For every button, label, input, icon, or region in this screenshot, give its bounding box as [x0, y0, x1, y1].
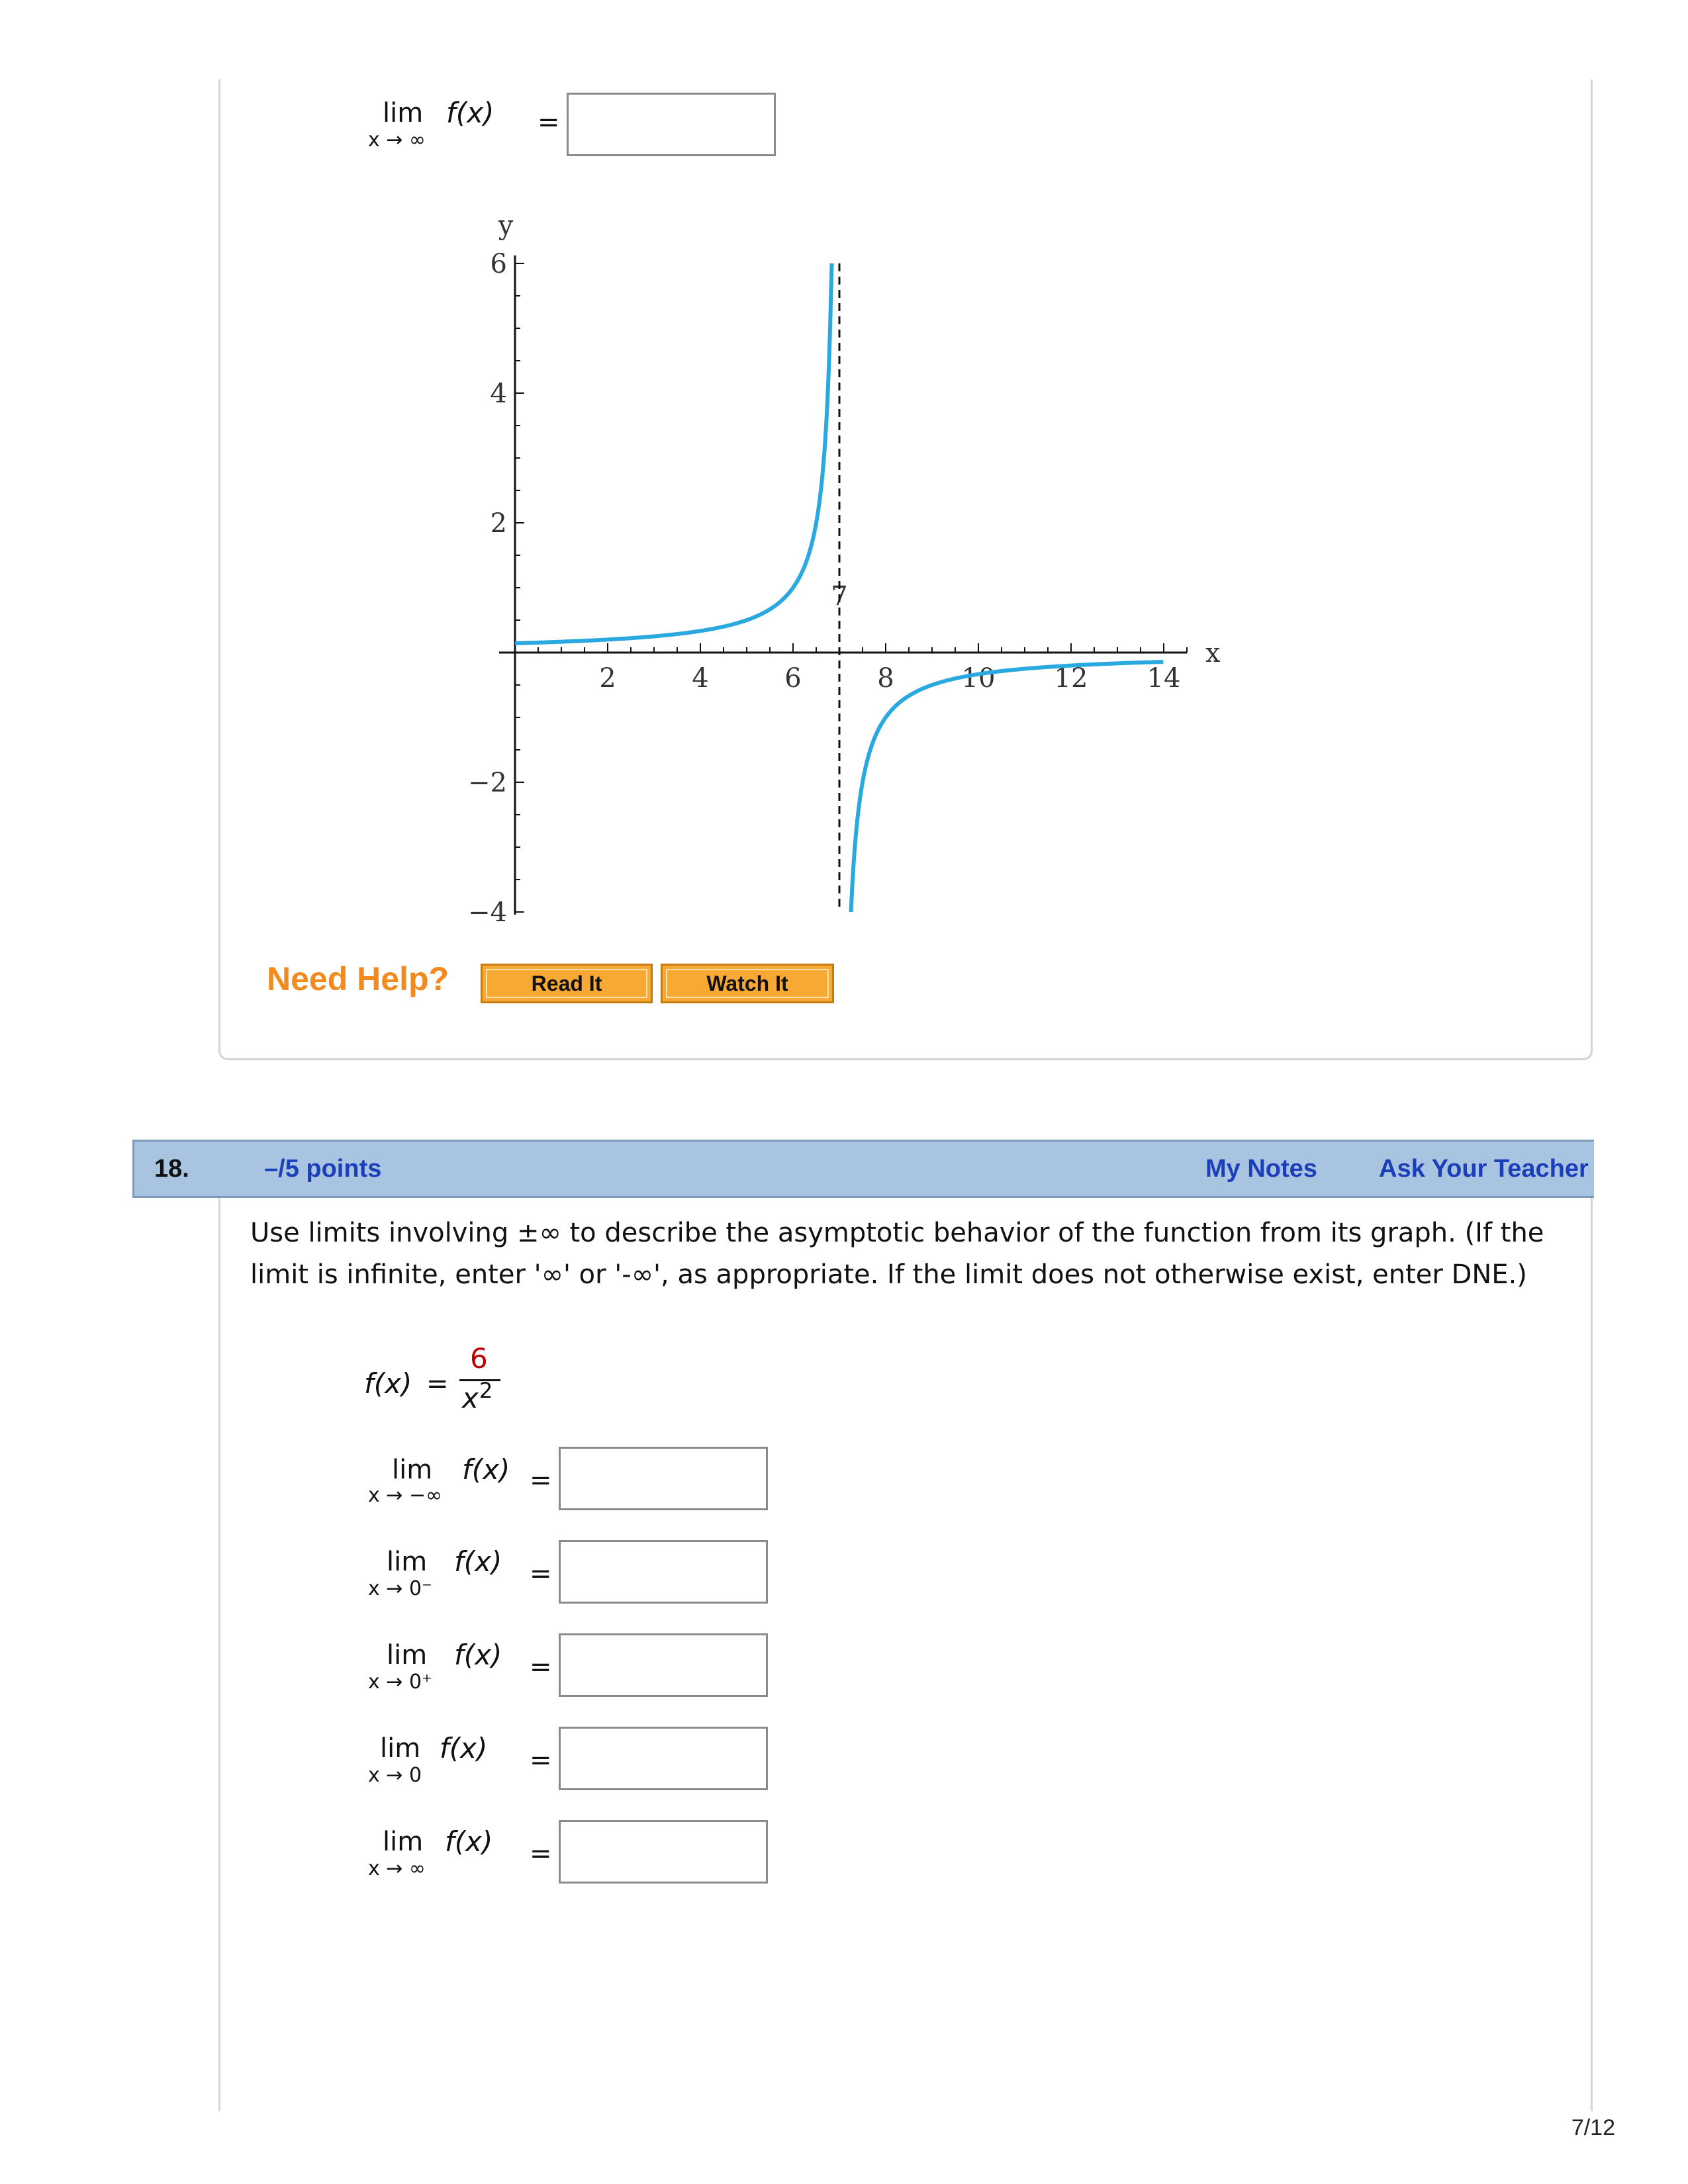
equals-sign: = [530, 1465, 552, 1496]
answer-input[interactable] [559, 1727, 768, 1790]
left-branch-curve [515, 263, 832, 643]
question-number: 18. [154, 1155, 189, 1183]
function-equals: = [426, 1369, 449, 1399]
limit-approach: x → 0⁺ [368, 1670, 432, 1694]
answer-input[interactable] [567, 93, 776, 156]
limit-approach: x → 0⁻ [368, 1577, 432, 1600]
limit-function: f(x) [446, 97, 494, 129]
x-tick-label: 12 [1054, 663, 1088, 694]
right-branch-curve [851, 662, 1164, 912]
top-limit-row [368, 93, 792, 165]
limit-function: f(x) [454, 1545, 502, 1578]
function-lhs: f(x) [364, 1367, 412, 1400]
read-it-button[interactable] [481, 964, 653, 1003]
y-tick-label: 6 [490, 249, 507, 279]
y-tick-label: −4 [468, 897, 507, 928]
x-tick-label: 8 [877, 663, 894, 694]
need-help-label: Need Help? [267, 960, 449, 997]
x-tick-label: 14 [1147, 663, 1181, 694]
lim-label: lim [383, 1827, 424, 1857]
tick-labels [468, 210, 1221, 928]
lim-label: lim [380, 1733, 421, 1764]
question-points: –/5 points [264, 1155, 382, 1183]
lim-label: lim [387, 1547, 428, 1577]
watch-it-button[interactable] [661, 964, 834, 1003]
equals-sign: = [530, 1839, 552, 1869]
limit-function: f(x) [440, 1732, 488, 1764]
answer-input[interactable] [559, 1633, 768, 1697]
equals-sign: = [530, 1745, 552, 1776]
y-tick-label: 4 [490, 379, 507, 409]
page-number: 7/12 [1571, 2115, 1615, 2140]
limit-approach: x → −∞ [368, 1484, 443, 1507]
curves [515, 263, 1163, 912]
limit-approach: x → ∞ [368, 1857, 426, 1880]
limit-approach: x → 0 [368, 1764, 422, 1787]
answer-input[interactable] [559, 1820, 768, 1884]
fraction-exponent: 2 [479, 1378, 493, 1403]
limit-function: f(x) [454, 1639, 502, 1671]
limit-approach: x → ∞ [368, 128, 426, 152]
x-axis-label: x [1205, 638, 1221, 668]
limit-row [368, 1820, 778, 1886]
x-tick-label: 2 [599, 663, 616, 694]
read-it-label: Read It [486, 969, 647, 998]
function-graph [457, 199, 1238, 933]
lim-label: lim [383, 98, 424, 128]
equals-sign: = [538, 107, 560, 138]
y-tick-label: 2 [490, 508, 507, 539]
fraction-numerator: 6 [470, 1342, 488, 1375]
question-header-bar [132, 1140, 1594, 1198]
limit-function: f(x) [462, 1453, 510, 1486]
question-instructions: Use limits involving ±∞ to describe the asymptotic behavior of the function from its graph. (If the limit is infinite, enter '∞' or '-∞', as appropriate. If the limit does not otherwise exist, enter DNE.) [250, 1218, 1544, 1290]
fraction-denominator: x [462, 1382, 479, 1414]
tick-marks [515, 263, 1187, 912]
answer-input[interactable] [559, 1540, 768, 1604]
x-tick-label: 10 [961, 663, 996, 694]
lim-label: lim [392, 1455, 433, 1485]
limit-row [368, 1633, 778, 1700]
limit-row [368, 1447, 778, 1513]
ask-your-teacher-link[interactable]: Ask Your Teacher [1379, 1155, 1589, 1183]
equals-sign: = [530, 1652, 552, 1682]
lim-label: lim [387, 1640, 428, 1670]
function-definition [364, 1343, 536, 1423]
x-tick-label: 4 [692, 663, 709, 694]
answer-input[interactable] [559, 1447, 768, 1510]
y-axis-label: y [498, 210, 514, 241]
limit-row [368, 1727, 778, 1793]
asymptote-label: 7 [831, 581, 848, 612]
my-notes-link[interactable]: My Notes [1205, 1155, 1317, 1183]
limit-function: f(x) [445, 1825, 493, 1858]
x-tick-label: 6 [784, 663, 802, 694]
limit-row [368, 1540, 778, 1606]
equals-sign: = [530, 1559, 552, 1589]
watch-it-label: Watch It [666, 969, 829, 998]
y-tick-label: −2 [468, 768, 507, 798]
